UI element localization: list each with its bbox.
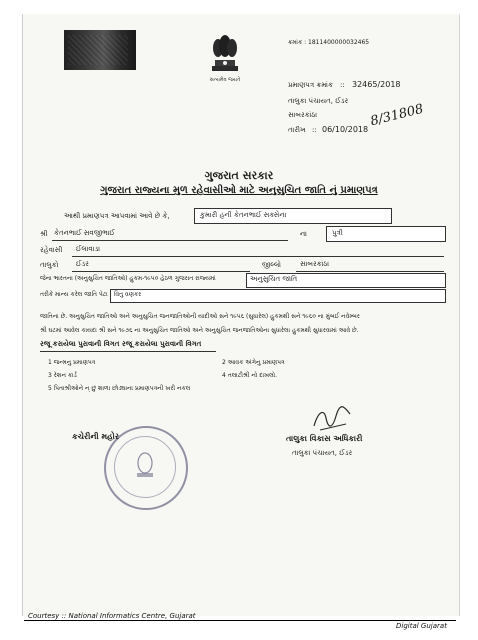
emblem-caption: સત્યમેવ જયતે	[209, 77, 241, 83]
document-item: 2 આવક અંગેનુ પ્રમાણપત્ર	[222, 359, 285, 366]
village-label: રહેવાસી	[40, 246, 63, 254]
date-value: 06/10/2018	[322, 125, 369, 134]
officer-title: તાલુકા વિકાસ અધિકારી	[286, 434, 363, 443]
certificate-subtitle: ગુજરાત રાજ્યના મુળ રહેવાસીઓ માટે અનુસુચિત જાતિ નું પ્રમાણપત્ર	[100, 185, 378, 196]
paragraph-line-2: શ્રી ઘટમાં આવેલ કાયદા શ્રી સને ૧૯૭૬ ના અનુસુચિત જાતિઓ અને અનુસુચિત જનજાતિઓના સુધારેલા હુકમથી સુધારવામાં આવે છે.	[40, 327, 359, 334]
relation-box	[326, 226, 446, 242]
national-emblem-icon	[206, 26, 244, 78]
caste-box	[110, 289, 446, 303]
taluka-value: ઈડર	[76, 260, 89, 268]
caste-value: વિતુ વણકર	[114, 291, 142, 298]
recognized-label: તરીકે માન્ય કરેલ જાતિ પેટા	[40, 291, 108, 298]
document-item: 1 જન્મનુ પ્રમાણપત્ર	[48, 359, 96, 366]
name-value: કુમારી હની કેતનભાઈ સક્સેના	[200, 211, 287, 219]
intro-text: આથી પ્રમાણપત્ર આપવામાં આવે છે કે,	[64, 212, 170, 220]
relation-value: પુત્રી	[332, 229, 343, 237]
district-label: જીલ્લો	[262, 261, 281, 269]
certificate-number: ક્રમાંક : 1811400000032465	[288, 39, 370, 46]
pramanpatra-label: પ્રમાણપત્ર ક્રમાંક	[288, 81, 333, 89]
document-item: 3 રેશન કાર્ડ	[48, 372, 77, 379]
order-text: જેના ભારતના (અનુસુચિત જાતિઓ) હુકમ-૧૯૫૦ હેઠળ ગુજરાત રાજ્યમાં	[40, 275, 216, 282]
paragraph-line-1: જાતિના છે. અનુસુચિત જાતિઓ અને અનુસુચિત જનજાતિઓની યાદીઓ સને ૧૯૫૬ (સુધારેલ) હુકમથી સને ૧૯૬૦ ના મુંબઈ નવેમ્બર	[40, 313, 360, 320]
footer-divider	[24, 620, 456, 621]
seal-emblem-icon	[128, 448, 162, 482]
footer-courtesy: Courtesy :: National Informatics Centre, Gujarat	[28, 612, 196, 620]
officer-office: તાલુકા પંચાયત, ઈડર	[292, 449, 353, 457]
certificate-title: ગુજરાત સરકાર	[204, 169, 274, 182]
taluka-label: તાલુકો	[40, 261, 59, 269]
father-value: કેતનભાઈ સવજીભાઈ	[54, 229, 115, 237]
officer-signature-icon	[310, 404, 354, 436]
village-value: ઈલાવાડા	[76, 245, 101, 253]
category-value: અનુસુચિત જાતિ	[250, 275, 298, 283]
panchayat-name: તાલુકા પંચાયત, ઈડર	[288, 97, 349, 105]
photo-texture	[68, 35, 128, 65]
footer-digital: Digital Gujarat	[396, 622, 447, 630]
shri-label: શ્રી	[40, 230, 48, 238]
district-value: સાબરકાંઠા	[300, 260, 330, 268]
office-seal-label: કચેરીની મહોર	[72, 432, 119, 441]
document-item: 4 તલાટીશ્રી નો દાખલો.	[222, 372, 278, 379]
documents-heading: રજૂ કરાયેલા પુરાવાની વિગત રજૂ કરાયેલા પુરાવાની વિગત	[40, 340, 202, 348]
district-name: સાબરકાંઠા	[288, 111, 318, 119]
date-label: તારીખ	[288, 126, 306, 134]
handwritten-number: 8/31808	[368, 101, 426, 130]
pramanpatra-value: 32465/2018	[352, 80, 401, 89]
relation-label: ના	[300, 230, 307, 238]
document-item: 5 પિતાશ્રીઓને ન્ છું શાળા છોડ્યાના પ્રમાણપત્રની ખરી નકલ	[48, 385, 191, 392]
